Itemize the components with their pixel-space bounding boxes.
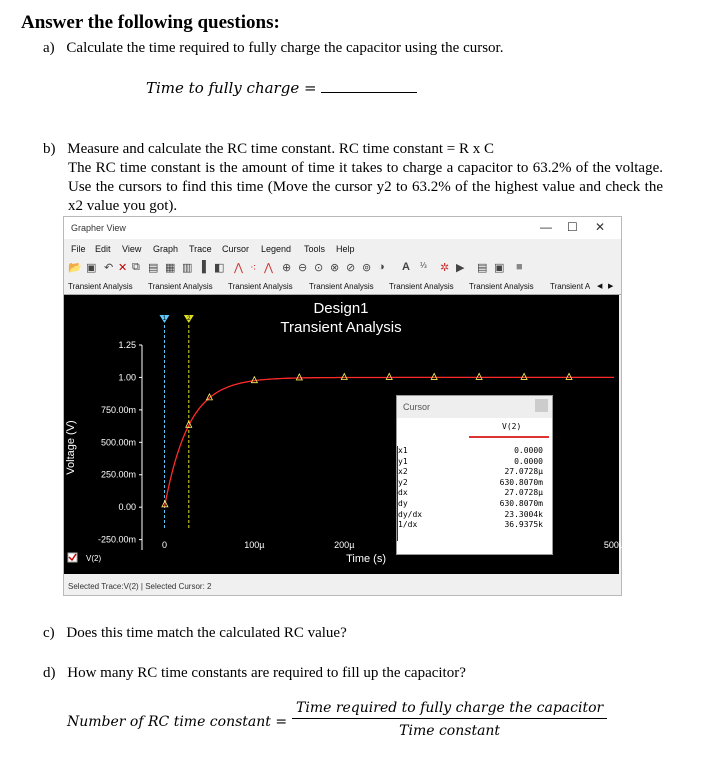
tab-transient-3[interactable]: Transient Analysis	[228, 282, 293, 291]
charge-time-equation	[146, 79, 417, 97]
zoom-reset-icon[interactable]: ⊚	[362, 262, 372, 274]
menu-view[interactable]: View	[122, 244, 142, 254]
y-tick-label: 250.00m	[100, 469, 136, 480]
status-bar	[64, 579, 621, 593]
question-a	[43, 40, 503, 57]
cut-icon[interactable]: ✕	[118, 262, 128, 274]
cursor-row-x1	[397, 446, 547, 457]
answer-blank	[321, 80, 417, 93]
menu-file[interactable]: File	[71, 244, 86, 254]
y-tick-label: 1.00	[118, 372, 136, 383]
y-axis-label: Voltage (V)	[65, 420, 77, 475]
cursor-panel-title: Cursor	[403, 402, 431, 412]
cursor-row-value: 27.0728µ	[504, 467, 543, 477]
color-icon[interactable]: ◑	[378, 261, 385, 273]
cursor-row-label: y1	[398, 456, 408, 466]
legend-label: V(2)	[86, 554, 102, 563]
trace-marker	[566, 373, 572, 379]
cursors-icon[interactable]: ▐	[198, 261, 206, 273]
grapher-titlebar	[64, 217, 621, 239]
question-a-text: Calculate the time required to fully charge the capacitor using the cursor.	[66, 40, 504, 56]
cursor-row-dy	[397, 499, 547, 510]
menu-cursor[interactable]: Cursor	[222, 244, 250, 254]
tab-transient-6[interactable]: Transient Analysis	[469, 282, 534, 291]
cursor-column-header: V(2)	[502, 422, 522, 431]
minimize-icon[interactable]: —	[540, 220, 552, 234]
formula-numerator: Time required to fully charge the capacitor	[292, 700, 607, 719]
cursor-row-label: 1/dx	[398, 520, 418, 530]
zoom-x-icon[interactable]: ⊗	[330, 262, 340, 274]
cursor-row-label: dy/dx	[398, 509, 423, 519]
trace-marker	[386, 373, 392, 379]
grapher-title: Grapher View	[71, 223, 126, 233]
grid-icon[interactable]: ▦	[165, 262, 176, 274]
trace-marker	[521, 373, 527, 379]
maximize-icon[interactable]: ☐	[567, 220, 578, 234]
x-tick-label: 500µ	[603, 540, 625, 550]
tab-transient-5[interactable]: Transient Analysis	[389, 282, 454, 291]
trace-marker	[296, 374, 302, 380]
cursor-row-value: 36.9375k	[504, 520, 543, 530]
x-tick-label: 0	[161, 540, 167, 550]
cursor-row-label: x2	[398, 467, 408, 477]
y-tick-label: 500.00m	[100, 437, 136, 448]
cursor-row-value: 0.0000	[514, 446, 543, 455]
overlay-icon[interactable]: ✲	[440, 262, 450, 274]
zoom-out-icon[interactable]: ⊖	[298, 262, 308, 274]
cursor-row-label: x1	[398, 446, 408, 455]
menu-bar	[64, 242, 621, 256]
undo-icon[interactable]: ↶	[104, 262, 114, 274]
zoom-y-icon[interactable]: ⊘	[346, 262, 356, 274]
label-icon[interactable]: ⅓	[420, 261, 427, 270]
menu-edit[interactable]: Edit	[95, 244, 111, 254]
tab-transient-7[interactable]: Transient A	[550, 282, 591, 291]
menu-help[interactable]: Help	[336, 244, 355, 254]
zoom-fit-icon[interactable]: ⊙	[314, 262, 324, 274]
cursor-row-1-dx	[397, 520, 547, 531]
trace-marker	[251, 377, 257, 383]
question-b-body: The RC time constant is the amount of time it takes to charge a capacitor to 63.2% of the voltage. Use the cursors to find this time (Move the cursor y2 to 63.2% of the highest value and check the x2 value you got).	[68, 160, 663, 214]
menu-trace[interactable]: Trace	[189, 244, 212, 254]
question-b-line1: Measure and calculate the RC time constant. RC time constant = R x C	[67, 141, 494, 157]
tab-scroll-right-icon[interactable]: ▶	[608, 283, 614, 290]
y-tick-label: 0.00	[118, 502, 136, 513]
open-icon[interactable]: 📂	[68, 262, 82, 274]
tab-scroll-left-icon[interactable]: ◀	[597, 283, 603, 290]
formula-fraction	[292, 700, 607, 739]
cursor-row-y2	[397, 478, 547, 489]
properties-icon[interactable]: ■	[516, 261, 523, 273]
cursor-1-label: 1	[162, 316, 167, 322]
scatter-icon[interactable]: ⁖	[250, 262, 257, 274]
formula-denominator: Time constant	[399, 723, 501, 739]
y-tick-label: 750.00m	[100, 404, 136, 415]
cursor-panel-close-icon[interactable]	[535, 399, 548, 412]
cursor-row-value: 23.3004k	[504, 509, 543, 519]
trace-marker	[476, 373, 482, 379]
cursor-row-label: dx	[398, 488, 408, 498]
status-text: Selected Trace:V(2) | Selected Cursor: 2	[68, 582, 212, 591]
cursor-row-value: 630.8070m	[499, 498, 543, 508]
cursor-row-y1	[397, 457, 547, 468]
grapher-window	[63, 216, 625, 596]
cursor-row-value: 0.0000	[514, 456, 543, 466]
cursor-column-underline	[469, 436, 549, 438]
window-icon[interactable]: ◧	[214, 262, 225, 274]
chart-subtitle: Transient Analysis	[280, 319, 402, 336]
question-a-label: a)	[43, 40, 55, 56]
question-c-text: Does this time match the calculated RC value?	[66, 625, 347, 641]
copy-icon[interactable]: ⧉	[132, 261, 140, 273]
text-icon[interactable]: A	[402, 261, 410, 273]
legend-icon[interactable]: ▥	[182, 262, 193, 274]
x-tick-label: 100µ	[244, 540, 265, 550]
cursor-2-label: 2	[187, 316, 191, 322]
menu-legend[interactable]: Legend	[261, 244, 292, 254]
line-icon[interactable]: ⋀	[264, 262, 274, 274]
export-icon[interactable]: ▶	[456, 262, 465, 274]
question-d-text: How many RC time constants are required to fill up the capacitor?	[67, 665, 466, 681]
formula-left: Number of RC time constant =	[67, 714, 288, 730]
y-tick-label: -250.00m	[97, 534, 136, 545]
toolbar	[64, 259, 621, 277]
cursor-row-dy-dx	[397, 510, 547, 521]
question-d	[43, 665, 466, 682]
analysis-tabs	[64, 280, 621, 295]
cursor-panel-header	[397, 396, 552, 418]
cursor-value-rows	[397, 446, 547, 531]
cursor-panel[interactable]	[396, 395, 553, 555]
trace-marker	[431, 373, 437, 379]
cursor-row-x2	[397, 467, 547, 478]
cursor-row-dx	[397, 488, 547, 499]
trace-marker	[341, 374, 347, 380]
tab-transient-1[interactable]: Transient Analysis	[68, 282, 133, 291]
x-tick-label: 200µ	[334, 540, 355, 550]
cursor-row-value: 27.0728µ	[504, 488, 543, 498]
menu-tools[interactable]: Tools	[304, 244, 326, 254]
cursor-row-value: 630.8070m	[499, 477, 543, 487]
charge-time-label: Time to fully charge =	[146, 79, 317, 97]
print-icon[interactable]: ▤	[477, 262, 488, 274]
close-icon[interactable]: ✕	[595, 220, 606, 234]
x-axis-label: Time (s)	[346, 553, 386, 565]
save-icon[interactable]: ▣	[86, 262, 97, 274]
question-c-label: c)	[43, 625, 55, 641]
menu-graph[interactable]: Graph	[153, 244, 179, 254]
chart-title: Design1	[313, 300, 369, 317]
tab-transient-4[interactable]: Transient Analysis	[309, 282, 374, 291]
plot-area[interactable]	[64, 295, 625, 574]
y-tick-label: 1.25	[118, 340, 136, 350]
paste-icon[interactable]: ▤	[148, 262, 159, 274]
question-c	[43, 625, 347, 642]
question-d-label: d)	[43, 665, 56, 681]
question-b	[43, 140, 663, 216]
page-heading: Answer the following questions:	[21, 12, 280, 33]
trace-icon[interactable]: ⋀	[234, 262, 244, 274]
tab-transient-2[interactable]: Transient Analysis	[148, 282, 213, 291]
zoom-icon[interactable]: ⊕	[282, 262, 292, 274]
question-b-label: b)	[43, 141, 56, 157]
cursor-row-label: y2	[398, 477, 408, 487]
cursor-row-label: dy	[398, 498, 408, 508]
print-preview-icon[interactable]: ▣	[494, 262, 505, 274]
